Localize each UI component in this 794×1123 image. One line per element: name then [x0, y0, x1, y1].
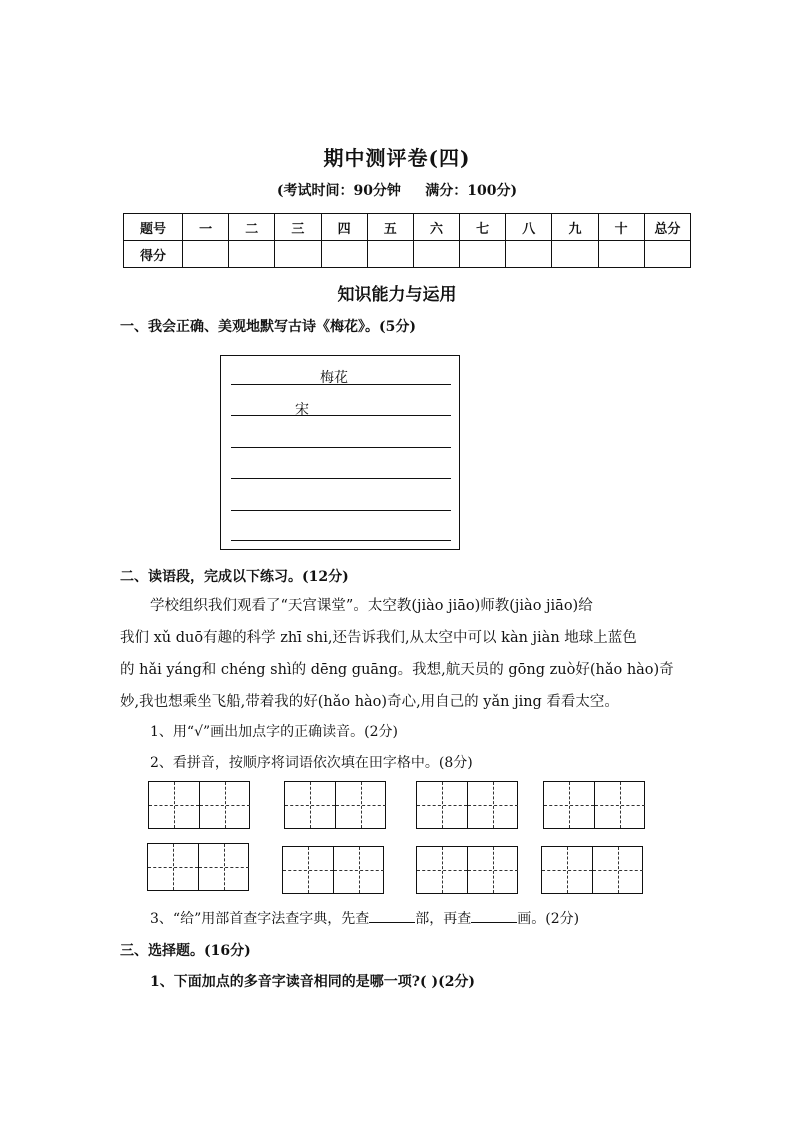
question-2-label: 二、读语段，完成以下练习。(12分) [120, 569, 349, 585]
score-col-4: 四 [321, 214, 367, 241]
answer-blank[interactable] [369, 908, 415, 923]
score-col-7: 七 [460, 214, 506, 241]
score-cell [506, 241, 552, 268]
score-col-5: 五 [367, 214, 413, 241]
paragraph-line: 的 hǎi yáng和 chéng shì的 dēng guāng。我想,航天员的 gōng zuò好(hǎo hào)奇 [120, 662, 674, 678]
score-cell [321, 241, 367, 268]
question-2-sub-3 [150, 908, 579, 928]
poem-title: 梅花 [320, 370, 348, 386]
score-col-8: 八 [506, 214, 552, 241]
tianzige-grid[interactable] [416, 846, 518, 894]
exam-info: (考试时间：90分钟 满分：100分) [276, 183, 518, 199]
paragraph-line: 我们 xǔ duō有趣的科学 zhī shi,还告诉我们,从太空中可以 kàn jiàn 地球上蓝色 [120, 630, 637, 646]
poem-dynasty: 宋 [295, 402, 309, 418]
score-table-header-row [124, 214, 691, 241]
score-cell [229, 241, 275, 268]
score-table [123, 213, 691, 268]
poem-line [231, 414, 451, 416]
score-col-2: 二 [229, 214, 275, 241]
score-cell [598, 241, 644, 268]
sub3-text-c: 画。(2分) [517, 911, 580, 927]
tianzige-grid[interactable] [416, 781, 518, 829]
section-heading: 知识能力与运用 [337, 285, 457, 305]
score-col-6: 六 [413, 214, 459, 241]
paragraph-line: 妙,我也想乘坐飞船,带着我的好(hǎo hào)奇心,用自己的 yǎn jing 看看太空。 [120, 694, 619, 710]
poem-line [231, 477, 451, 479]
tianzige-grid[interactable] [284, 781, 386, 829]
score-col-total: 总分 [644, 214, 690, 241]
score-cell [367, 241, 413, 268]
score-cell [552, 241, 598, 268]
sub3-text-b: 部，再查 [415, 911, 472, 927]
score-table-score-row [124, 241, 691, 268]
question-1-label: 一、我会正确、美观地默写古诗《梅花》。(5分) [120, 319, 416, 335]
question-3-sub-1: 1、下面加点的多音字读音相同的是哪一项?( )(2分) [150, 974, 476, 990]
tianzige-grid[interactable] [543, 781, 645, 829]
score-col-3: 三 [275, 214, 321, 241]
sub3-text-a: 3、“给”用部首查字法查字典，先查 [150, 911, 370, 927]
poem-line [231, 539, 451, 541]
poem-line [231, 446, 451, 448]
score-cell [460, 241, 506, 268]
score-cell [413, 241, 459, 268]
page-title: 期中测评卷(四) [323, 146, 471, 170]
score-cell [275, 241, 321, 268]
question-2-sub-2: 2、看拼音，按顺序将词语依次填在田字格中。(8分) [150, 755, 473, 771]
score-row-label: 得分 [124, 241, 183, 268]
score-cell [183, 241, 229, 268]
question-3-label: 三、选择题。(16分) [120, 943, 251, 959]
score-col-1: 一 [183, 214, 229, 241]
answer-blank[interactable] [471, 908, 517, 923]
tianzige-grid[interactable] [147, 843, 249, 891]
tianzige-grid[interactable] [541, 846, 643, 894]
score-col-10: 十 [598, 214, 644, 241]
score-col-9: 九 [552, 214, 598, 241]
score-cell [644, 241, 690, 268]
poem-line [231, 509, 451, 511]
score-row-label: 题号 [124, 214, 183, 241]
question-2-sub-1: 1、用“√”画出加点字的正确读音。(2分) [150, 724, 398, 740]
reading-paragraph [120, 590, 695, 718]
tianzige-grid[interactable] [282, 846, 384, 894]
paragraph-line: 学校组织我们观看了“天宫课堂”。太空教(jiào jiāo)师教(jiào jiāo)给 [150, 598, 593, 614]
tianzige-grid[interactable] [148, 781, 250, 829]
